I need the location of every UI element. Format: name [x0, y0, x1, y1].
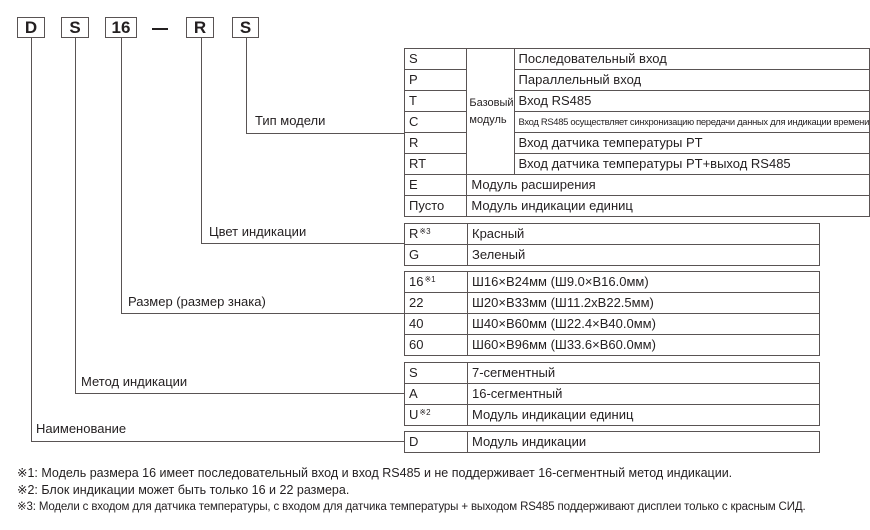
table-row [405, 196, 870, 217]
type-code: Пусто [405, 196, 467, 217]
model-type-table [404, 48, 870, 217]
connector-color-horizontal [201, 243, 404, 244]
method-desc: 16-сегментный [468, 384, 820, 405]
table-row [405, 175, 870, 196]
code-text: 16 [409, 274, 424, 289]
footnote-1: ※1: Модель размера 16 имеет последовательный вход и вход RS485 и не поддерживает 16-сегментный метод индикации. [17, 466, 733, 480]
label-size: Размер (размер знака) [128, 294, 266, 309]
type-code: C [405, 112, 467, 133]
size-desc: Ш40×В60мм (Ш22.4×В40.0мм) [468, 314, 820, 335]
table-row [405, 405, 820, 426]
label-model-type: Тип модели [255, 113, 326, 128]
type-desc: Вход датчика температуры PT+выход RS485 [514, 154, 869, 175]
color-desc: Красный [468, 224, 820, 245]
table-row [405, 293, 820, 314]
type-desc: Вход датчика температуры PT [514, 133, 869, 154]
code-text: U [409, 407, 419, 422]
type-code: S [405, 49, 467, 70]
type-code: T [405, 91, 467, 112]
size-code: 22 [405, 293, 468, 314]
base-module-label-1: Базовый [469, 96, 514, 109]
type-desc: Модуль индикации единиц [467, 196, 870, 217]
footnote-marker: ※1 [424, 275, 436, 284]
type-desc: Параллельный вход [514, 70, 869, 91]
name-table [404, 431, 820, 453]
connector-name-horizontal [31, 441, 404, 442]
color-table [404, 223, 820, 266]
connector-method-horizontal [75, 393, 404, 394]
size-code [405, 272, 468, 293]
size-desc: Ш60×В96мм (Ш33.6×В60.0мм) [468, 335, 820, 356]
size-code: 60 [405, 335, 468, 356]
connector-size-vertical [121, 38, 122, 314]
code-separator [152, 28, 168, 30]
type-code: RT [405, 154, 467, 175]
code-part-color: R [186, 17, 214, 38]
table-row [405, 224, 820, 245]
footnote-3: ※3: Модели с входом для датчика температуры, с входом для датчика температуры + выходом RS485 поддерживают дисплеи только с красным СИД. [17, 501, 806, 513]
type-code: R [405, 133, 467, 154]
color-code [405, 224, 468, 245]
table-row [405, 245, 820, 266]
table-row [405, 272, 820, 293]
footnote-marker: ※2 [419, 408, 431, 417]
color-code: G [405, 245, 468, 266]
connector-name-vertical [31, 38, 32, 442]
code-part-name: D [17, 17, 45, 38]
base-module-label-2: модуль [469, 113, 507, 126]
method-desc: 7-сегментный [468, 363, 820, 384]
connector-color-vertical [201, 38, 202, 243]
type-desc: Модуль расширения [467, 175, 870, 196]
code-part-size: 16 [105, 17, 137, 38]
size-code: 40 [405, 314, 468, 335]
type-code: P [405, 70, 467, 91]
label-name: Наименование [36, 421, 127, 436]
footnote-2: ※2: Блок индикации может быть только 16 и 22 размера. [17, 483, 350, 497]
color-desc: Зеленый [468, 245, 820, 266]
method-code: S [405, 363, 468, 384]
size-desc: Ш16×В24мм (Ш9.0×В16.0мм) [468, 272, 820, 293]
table-row [405, 384, 820, 405]
table-row [405, 432, 820, 453]
connector-method-vertical [75, 38, 76, 393]
connector-type-horizontal [246, 133, 404, 134]
type-desc: Последовательный вход [514, 49, 869, 70]
size-table [404, 271, 820, 356]
type-code: E [405, 175, 467, 196]
name-code: D [405, 432, 468, 453]
footnote-marker: ※3 [419, 227, 431, 236]
method-table [404, 362, 820, 426]
connector-type-vertical [246, 38, 247, 134]
code-part-method: S [61, 17, 89, 38]
table-row [405, 363, 820, 384]
label-display-color: Цвет индикации [209, 224, 307, 239]
type-desc: Вход RS485 [514, 91, 869, 112]
code-text: R [409, 226, 419, 241]
type-desc: Вход RS485 осуществляет синхронизацию передачи данных для индикации времени [514, 112, 869, 133]
connector-size-horizontal [121, 313, 404, 314]
table-row [405, 314, 820, 335]
table-row [405, 49, 870, 70]
method-code: A [405, 384, 468, 405]
base-module-group [467, 49, 514, 175]
size-desc: Ш20×В33мм (Ш11.2xВ22.5мм) [468, 293, 820, 314]
table-row [405, 335, 820, 356]
method-desc: Модуль индикации единиц [468, 405, 820, 426]
method-code [405, 405, 468, 426]
name-desc: Модуль индикации [468, 432, 820, 453]
label-display-method: Метод индикации [81, 374, 188, 389]
code-part-type: S [232, 17, 259, 38]
